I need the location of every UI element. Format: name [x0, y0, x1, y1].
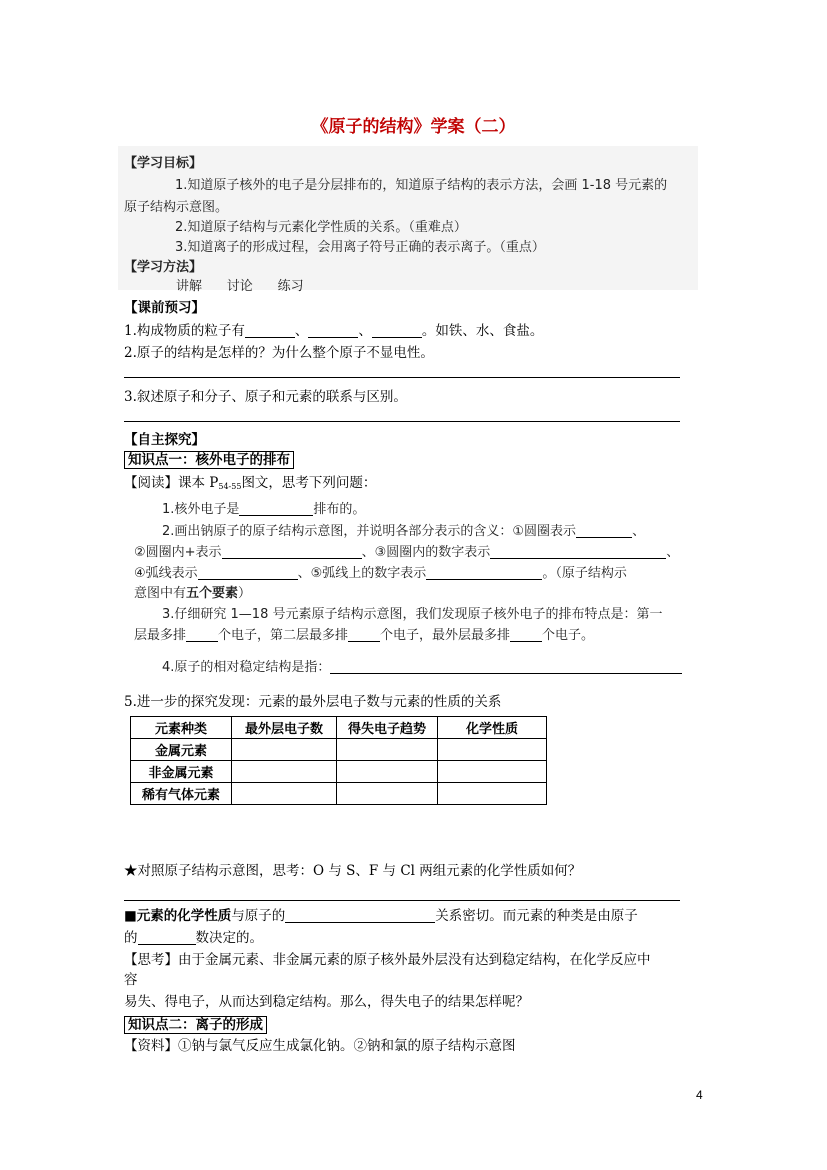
- goal-3: 3.知道离子的形成过程，会用离子符号正确的表示离子。（重点）: [175, 240, 545, 255]
- explore-heading: 【自主探究】: [124, 432, 205, 448]
- table-cell[interactable]: [438, 761, 547, 783]
- table-cell[interactable]: [232, 783, 337, 805]
- step-3-line-2: 层最多排 个电子，第二层最多排 个电子，最外层最多排 个电子。: [134, 628, 595, 643]
- think-wrap: 容: [124, 972, 138, 988]
- step-2: 2.画出钠原子的原子结构示意图，并说明各部分表示的含义：①圆圈表示 、: [162, 524, 646, 539]
- table-cell[interactable]: [337, 761, 438, 783]
- reading-instruction: 【阅读】课本 $P_{54-55}$图文，思考下列问题：: [124, 475, 377, 491]
- preview-heading: 【课前预习】: [124, 300, 205, 316]
- table-cell[interactable]: [337, 739, 438, 761]
- think-paragraph: 【思考】由于金属元素、非金属元素的原子核外最外层没有达到稳定结构，在化学反应中: [124, 952, 651, 968]
- table-header: 最外层电子数: [232, 717, 337, 739]
- goal-2: 2.知道原子结构与元素化学性质的关系。（重难点）: [175, 220, 467, 235]
- goal-1: 1.知道原子核外的电子是分层排布的，知道原子结构的表示方法，会画 1-18 号元素的: [175, 178, 668, 193]
- table-cell[interactable]: [438, 739, 547, 761]
- step-3: 3.仔细研究 1—18 号元素原子结构示意图，我们发现原子核外电子的排布特点是：第一: [162, 607, 663, 622]
- answer-line: [124, 377, 680, 378]
- goals-heading: 【学习目标】: [124, 156, 203, 171]
- knowledge-point-2: 知识点二：离子的形成: [124, 1013, 267, 1033]
- table-cell: 非金属元素: [131, 761, 232, 783]
- step-2-line-4: 意图中有五个要素）: [134, 586, 252, 601]
- table-row: [131, 761, 547, 783]
- page-title: 《原子的结构》学案（二）: [311, 117, 516, 137]
- preview-q1: 1.构成物质的粒子有 、 、 。如铁、水、食盐。: [124, 323, 544, 339]
- material: 【资料】①钠与氯气反应生成氯化钠。②钠和氯的原子结构示意图: [124, 1038, 516, 1054]
- table-header-row: [131, 717, 547, 739]
- table-cell: 金属元素: [131, 739, 232, 761]
- step-2-line-3: ④弧线表示 、⑤弧线上的数字表示 。（原子结构示: [134, 566, 627, 581]
- goal-1-cont: 原子结构示意图。: [124, 200, 229, 215]
- step-2-line-2: ②圆圈内+表示 、③圆圈内的数字表示 、: [134, 545, 680, 560]
- conclusion: ■元素的化学性质与原子的 关系密切。而元素的种类是由原子: [124, 908, 638, 924]
- preview-q2: 2.原子的结构是怎样的？为什么整个原子不显电性。: [124, 345, 434, 361]
- methods: 讲解 讨论 练习: [176, 279, 304, 294]
- table-row: [131, 783, 547, 805]
- page-number: 4: [696, 1088, 703, 1102]
- table-cell[interactable]: [232, 761, 337, 783]
- table-cell[interactable]: [232, 739, 337, 761]
- answer-line: [124, 900, 680, 901]
- answer-line: [124, 421, 680, 422]
- step-4: 4.原子的相对稳定结构是指：: [162, 656, 682, 675]
- table-header: 化学性质: [438, 717, 547, 739]
- table-header: 得失电子趋势: [337, 717, 438, 739]
- star-question: ★对照原子结构示意图，思考：O 与 S、F 与 Cl 两组元素的化学性质如何？: [124, 863, 582, 879]
- table-cell: 稀有气体元素: [131, 783, 232, 805]
- step-1: 1.核外电子是 排布的。: [162, 502, 366, 517]
- step-5: 5.进一步的探究发现：元素的最外层电子数与元素的性质的关系: [124, 694, 502, 710]
- method-heading: 【学习方法】: [124, 260, 203, 275]
- table-cell[interactable]: [337, 783, 438, 805]
- knowledge-point-1: 知识点一：核外电子的排布: [124, 448, 294, 468]
- table-row: [131, 739, 547, 761]
- preview-q3: 3.叙述原子和分子、原子和元素的联系与区别。: [124, 389, 407, 405]
- table-cell[interactable]: [438, 783, 547, 805]
- element-properties-table: [130, 716, 547, 805]
- conclusion-line-2: 的 数决定的。: [124, 930, 263, 946]
- table-header: 元素种类: [131, 717, 232, 739]
- think-line-2: 易失、得电子，从而达到稳定结构。那么，得失电子的结果怎样呢？: [124, 994, 529, 1010]
